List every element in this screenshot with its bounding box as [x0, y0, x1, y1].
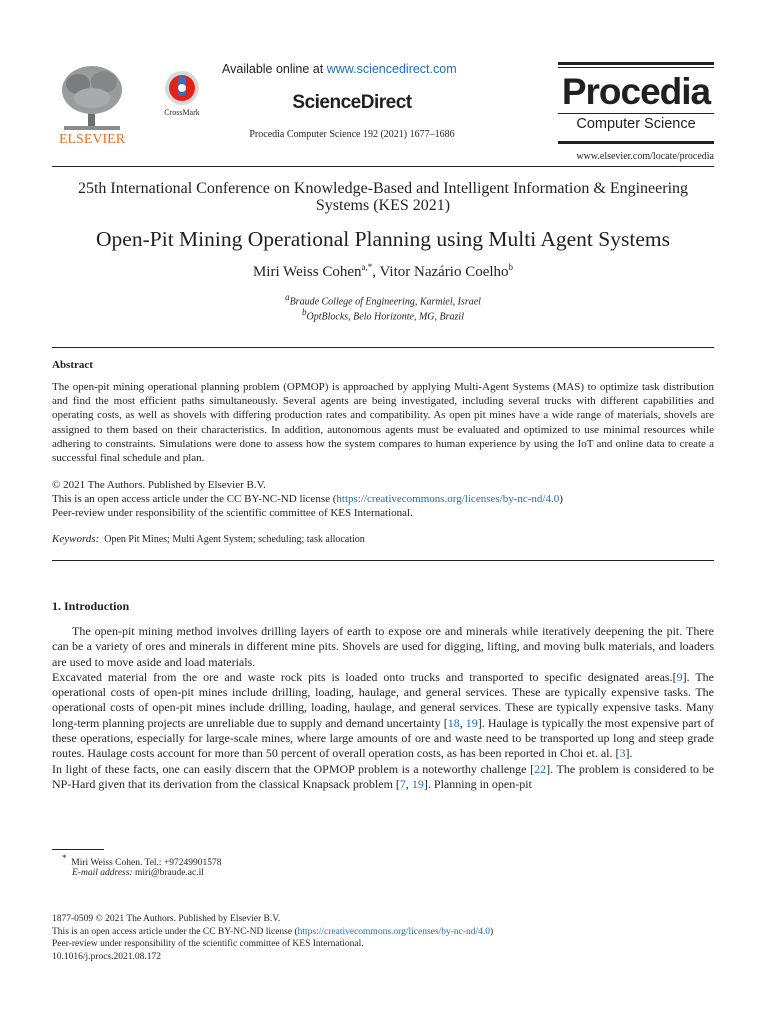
author-separator: , — [372, 264, 380, 280]
introduction-body — [52, 624, 714, 792]
bottom-peer-review: Peer-review under responsibility of the scientific committee of KES International. — [52, 939, 364, 949]
footnote-contact — [62, 853, 222, 868]
abstract-heading: Abstract — [52, 359, 93, 371]
elsevier-logo — [52, 62, 132, 150]
copyright-block — [52, 478, 714, 521]
author-1-sup: a,* — [361, 262, 373, 272]
license-link[interactable]: https://creativecommons.org/licenses/by-nc-nd/4.0 — [336, 493, 560, 506]
footnote-rule — [52, 849, 104, 850]
citation-link[interactable]: 9 — [676, 669, 683, 684]
abstract-rule-top — [52, 347, 714, 348]
intro-p2-text-a: Excavated material from the ore and waste rock pits is loaded onto trucks and transported to specific designated areas.[ — [52, 669, 677, 684]
sciencedirect-link[interactable]: www.sciencedirect.com — [326, 62, 457, 76]
brand-rule-mid — [558, 113, 714, 114]
affiliation-1-text: Braude College of Engineering, Karmiel, Israel — [289, 296, 481, 308]
keywords-label: Keywords: — [52, 533, 100, 545]
footnote-email — [72, 868, 204, 878]
bottom-license-line — [52, 926, 714, 939]
author-list — [52, 262, 714, 281]
bottom-license-prefix: This is an open access article under the CC BY-NC-ND license ( — [52, 926, 298, 937]
citation-link[interactable]: 22 — [534, 761, 547, 776]
abstract-text: The open-pit mining operational planning problem (OPMOP) is approached by applying Multi-Agent Systems (MAS) to optimize task distribution and find the most efficient paths simultaneously. Several agents are being investigated, including several trucks with different capabilities and operating costs, as well as shovels with differing production rates and compatibility. As open pit mines have a wide range of materials, shovels are assigned to them based on their characteristics. In addition, autonomous agents must be evaluated and optimized to use minimal resources while adhering to constraints. Simulations were done to assess how the system compares to human experience by using the IoT and online data to create a successful final schedule and plan. — [52, 381, 714, 465]
intro-p2-text-e: ]. — [625, 746, 633, 761]
affiliation-1-sup: a — [285, 292, 290, 302]
footnote-contact-text: Miri Weiss Cohen. Tel.: +97249901578 — [71, 858, 222, 869]
journal-brand: Procedia — [561, 71, 711, 112]
keywords-list: Open Pit Mines; Multi Agent System; scheduling; task allocation — [104, 534, 365, 545]
crossmark-icon — [158, 70, 206, 108]
crossmark-badge[interactable] — [158, 70, 206, 122]
paper-title: Open-Pit Mining Operational Planning using Multi Agent Systems — [96, 227, 670, 251]
citation-link[interactable]: 18 — [447, 715, 460, 730]
introduction-heading: 1. Introduction — [52, 599, 130, 613]
email-label: E-mail address: — [72, 868, 133, 878]
footnote-marker: * — [62, 853, 67, 863]
intro-paragraph-3 — [52, 762, 714, 793]
bottom-license-suffix: ) — [490, 926, 494, 937]
keywords — [52, 533, 714, 545]
brand-rule-bottom — [558, 141, 714, 144]
bottom-matter — [52, 913, 714, 963]
issn-line: 1877-0509 © 2021 The Authors. Published by Elsevier B.V. — [52, 914, 281, 924]
journal-url[interactable]: www.elsevier.com/locate/procedia — [576, 151, 714, 162]
citation-link[interactable]: 3 — [619, 746, 626, 761]
citation-link[interactable]: 7 — [399, 776, 406, 791]
brand-rule-top — [558, 62, 714, 65]
license-suffix: ) — [559, 493, 563, 506]
intro-p3-text-d: ]. Planning in open-pit — [423, 776, 532, 791]
intro-paragraph-2 — [52, 670, 714, 762]
abstract-rule-bottom — [52, 560, 714, 561]
author-1: Miri Weiss Cohen — [252, 264, 362, 280]
header-divider — [52, 166, 714, 167]
intro-p2-text-d: ]. Haulage is typically the most expensive part of these operations, especially for large-scale mines, where large amounts of ore and waste need to be transported up long and steep grade routes. Haulage costs account for more than 50 percent of overall operation costs, as has been reported in Choi et. al. [ — [52, 715, 715, 761]
author-2: Vitor Nazário Coelho — [379, 264, 509, 280]
journal-brand-sub: Computer Science — [576, 116, 696, 132]
citation-link[interactable]: 19 — [411, 776, 424, 791]
journal-citation: Procedia Computer Science 192 (2021) 1677–1686 — [249, 129, 455, 140]
affiliation-2-sup: b — [302, 307, 307, 317]
citation-link[interactable]: 19 — [465, 715, 478, 730]
email-address[interactable]: miri@braude.ac.il — [134, 868, 204, 878]
affiliation-1 — [52, 292, 714, 307]
crossmark-label: CrossMark — [164, 108, 200, 117]
copyright-line: © 2021 The Authors. Published by Elsevier B.V. — [52, 479, 266, 491]
intro-p2-text-c: , — [459, 715, 466, 730]
intro-p2-text-b: ]. The operational costs of open-pit mines include drilling, loading, haulage, and general services. These are typically expensive tasks. The operational costs of open-pit mines include drilling, loading, haulage, and general services. These are typically expensive tasks. Many long-term planning projects are unreliable due to supply and demand uncertainty [ — [52, 669, 714, 730]
available-online — [222, 62, 472, 76]
bottom-license-link[interactable]: https://creativecommons.org/licenses/by-nc-nd/4.0 — [297, 926, 491, 937]
intro-p3-text-a: In light of these facts, one can easily discern that the OPMOP problem is a noteworthy challenge [ — [52, 761, 535, 776]
doi[interactable]: 10.1016/j.procs.2021.08.172 — [52, 951, 161, 962]
author-2-sup: b — [508, 262, 514, 272]
intro-p3-text-b: ]. The problem is considered to be NP-Hard given that its derivation from the classical Knapsack problem [ — [52, 761, 714, 791]
license-line — [52, 492, 714, 506]
publisher-name: ELSEVIER — [58, 132, 126, 147]
conference-name: 25th International Conference on Knowledge-Based and Intelligent Information & Engineering Systems (KES 2021) — [77, 180, 689, 214]
intro-paragraph-1: The open-pit mining method involves drilling layers of earth to expose ore and minerals while iteratively deepening the pit. There can be a variety of ores and minerals in different mine pits. Shovels are used for digging, lifting, and moving bulk materials, and loaders are used to move aside and load materials. — [52, 624, 714, 669]
intro-p3-text-c: , — [405, 776, 412, 791]
brand-rule-top-thin — [558, 67, 714, 68]
license-prefix: This is an open access article under the CC BY-NC-ND license ( — [52, 493, 337, 506]
affiliation-2-text: OptBlocks, Belo Horizonte, MG, Brazil — [306, 311, 464, 323]
peer-review-line: Peer-review under responsibility of the scientific committee of KES International. — [52, 507, 413, 520]
platform-title: ScienceDirect — [292, 92, 412, 113]
journal-brand-block — [558, 62, 714, 144]
affiliation-2 — [52, 307, 714, 322]
available-online-text: Available online at — [222, 62, 327, 76]
